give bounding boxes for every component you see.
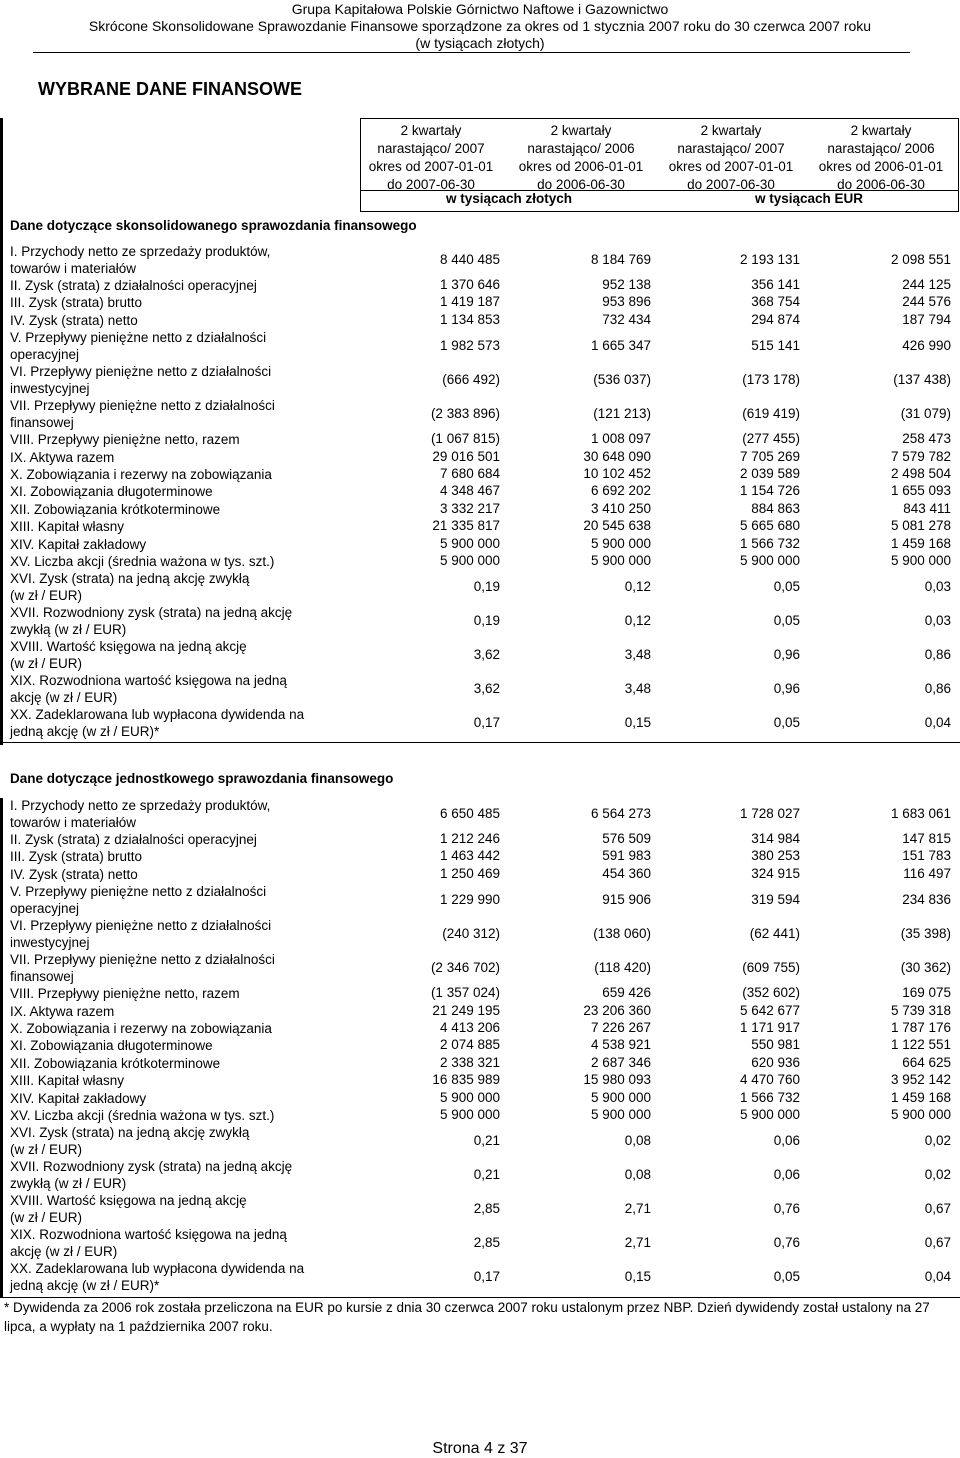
cell-value: 294 874 [751, 311, 800, 327]
table-row [0, 985, 960, 1002]
cell-value: 953 896 [602, 294, 651, 310]
row-label: V. Przepływy pieniężne netto z działalności operacyjnej [10, 330, 267, 363]
cell-value: 1 212 246 [439, 831, 500, 846]
cell-value: 5 900 000 [890, 553, 951, 568]
cell-value: 0,15 [624, 715, 651, 731]
cell-value: 5 900 000 [739, 1107, 800, 1122]
cell-value: 5 900 000 [439, 1089, 500, 1105]
cell-value: 5 900 000 [439, 553, 500, 568]
cell-value: 591 983 [602, 848, 651, 864]
cell-value: 368 754 [751, 294, 800, 310]
row-label: VIII. Przepływy pieniężne netto, razem [10, 986, 240, 1002]
row-label: I. Przychody netto ze sprzedaży produktów, towarów i materiałów [10, 798, 271, 830]
cell-value: 2 074 885 [439, 1037, 500, 1053]
cell-value: 1 566 732 [739, 1089, 800, 1105]
row-label: XII. Zobowiązania krótkoterminowe [10, 501, 221, 517]
cell-value: 732 434 [602, 311, 651, 327]
cell-value: 0,19 [473, 613, 500, 629]
cell-value: 30 648 090 [583, 448, 651, 464]
table-row [0, 1072, 960, 1089]
cell-value: (619 419) [742, 406, 800, 422]
cell-value: 258 473 [902, 431, 951, 447]
cell-value: 2 498 504 [890, 466, 951, 481]
cell-value: (118 420) [594, 960, 651, 976]
table-row [0, 1124, 960, 1158]
cell-value: 2 098 551 [890, 252, 951, 267]
cell-value: 0,02 [924, 1133, 951, 1149]
row-label: III. Zysk (strata) brutto [10, 849, 143, 865]
cell-value: 0,15 [624, 1269, 651, 1285]
report-units: (w tysiącach złotych) [415, 35, 545, 51]
cell-value: 4 413 206 [439, 1020, 500, 1035]
row-label: X. Zobowiązania i rezerwy na zobowiązania [10, 1021, 272, 1036]
cell-value: 0,05 [773, 579, 800, 595]
cell-value: 0,76 [773, 1235, 800, 1251]
table-row [0, 1020, 960, 1037]
cell-value: 620 936 [751, 1054, 800, 1070]
table-row [0, 363, 960, 397]
table-row [0, 866, 960, 883]
cell-value: 0,76 [773, 1201, 800, 1217]
cell-value: 5 900 000 [890, 1107, 951, 1122]
table-row [0, 431, 960, 448]
page-title: WYBRANE DANE FINANSOWE [38, 79, 302, 99]
row-label: VI. Przepływy pieniężne netto z działalności inwestycyjnej [10, 364, 272, 397]
row-label: X. Zobowiązania i rezerwy na zobowiązania [10, 467, 272, 482]
cell-value: 884 863 [751, 500, 800, 516]
cell-value: 147 815 [902, 831, 951, 846]
row-label: XX. Zadeklarowana lub wypłacona dywidenda na jedną akcję (w zł / EUR)* [10, 707, 305, 740]
table-row [0, 483, 960, 500]
cell-value: 0,06 [773, 1167, 800, 1183]
cell-value: 0,08 [624, 1133, 651, 1149]
cell-value: 0,96 [773, 681, 800, 697]
table-row [0, 449, 960, 466]
cell-value: 3 952 142 [890, 1072, 951, 1088]
cell-value: 0,17 [473, 1269, 500, 1285]
consolidated-section-title: Dane dotyczące skonsolidowanego sprawozdania finansowego [10, 218, 417, 233]
table-row [0, 1055, 960, 1072]
cell-value: 4 348 467 [439, 483, 500, 499]
cell-value: 7 705 269 [739, 448, 800, 464]
table-row [0, 553, 960, 570]
table-row [0, 1003, 960, 1020]
cell-value: (666 492) [442, 372, 500, 388]
row-label: XV. Liczba akcji (średnia ważona w tys. szt.) [10, 1108, 275, 1123]
table-border [958, 118, 959, 212]
cell-value: 319 594 [751, 892, 800, 908]
row-label: XX. Zadeklarowana lub wypłacona dywidenda na jedną akcję (w zł / EUR)* [10, 1261, 305, 1294]
cell-value: (536 037) [593, 372, 651, 388]
cell-value: (121 213) [593, 406, 651, 422]
table-row [0, 277, 960, 294]
cell-value: (2 346 702) [430, 960, 500, 976]
cell-value: 7 680 684 [439, 466, 500, 481]
cell-value: 1 370 646 [439, 277, 500, 292]
cell-value: 3 410 250 [590, 500, 651, 516]
company-name: Grupa Kapitałowa Polskie Górnictwo Naftowe i Gazownictwo [291, 1, 669, 17]
cell-value: 1 154 726 [739, 483, 800, 499]
cell-value: 187 794 [902, 311, 951, 327]
cell-value: 0,12 [624, 579, 651, 595]
header-divider [33, 52, 910, 53]
cell-value: (138 060) [593, 926, 651, 942]
cell-value: 0,12 [624, 613, 651, 629]
table-row [0, 1192, 960, 1226]
row-label: V. Przepływy pieniężne netto z działalności operacyjnej [10, 884, 267, 917]
cell-value: 169 075 [902, 985, 951, 1001]
cell-value: 2,71 [624, 1201, 651, 1217]
column-header-3: 2 kwartały narastająco/ 2007 okres od 2007-01-01 do 2007-06-30 [668, 123, 794, 192]
row-label: VII. Przepływy pieniężne netto z działalności finansowej [10, 952, 275, 985]
footnote: * Dywidenda za 2006 rok została przeliczona na EUR po kursie z dnia 30 czerwca 2007 roku ustalonym przez NBP. Dzień dywidendy został ustalony na 27 lipca, a wypłaty na 1 października 2007 roku. [4, 1300, 930, 1334]
cell-value: 5 900 000 [439, 1107, 500, 1122]
cell-value: 15 980 093 [583, 1072, 651, 1088]
cell-value: 3,62 [473, 647, 500, 663]
cell-value: 843 411 [903, 500, 951, 516]
table-row [0, 706, 960, 740]
table-row [0, 604, 960, 638]
cell-value: 4 538 921 [590, 1037, 651, 1053]
cell-value: 1 459 168 [890, 1089, 951, 1105]
cell-value: 0,86 [924, 647, 951, 663]
row-label: XIX. Rozwodniona wartość księgowa na jedną akcję (w zł / EUR) [10, 1227, 287, 1260]
column-header-1: 2 kwartały narastająco/ 2007 okres od 2007-01-01 do 2007-06-30 [368, 123, 494, 192]
cell-value: 3 332 217 [439, 500, 500, 516]
cell-value: 5 900 000 [590, 1107, 651, 1122]
cell-value: 2 193 131 [739, 252, 800, 267]
table-row [0, 397, 960, 431]
cell-value: 5 642 677 [739, 1002, 800, 1018]
row-label: XI. Zobowiązania długoterminowe [10, 1038, 213, 1054]
cell-value: 1 250 469 [439, 865, 500, 881]
cell-value: 915 906 [602, 892, 651, 908]
row-label: IX. Aktywa razem [10, 1003, 115, 1019]
row-label: XVI. Zysk (strata) na jedną akcję zwykłą (w zł / EUR) [10, 1125, 250, 1158]
row-label: IX. Aktywa razem [10, 449, 115, 465]
cell-value: 2 338 321 [439, 1054, 500, 1070]
table-row [0, 312, 960, 329]
cell-value: 356 141 [751, 277, 800, 292]
cell-value: (35 398) [900, 926, 951, 942]
cell-value: 5 665 680 [739, 518, 800, 534]
table-row [0, 1260, 960, 1294]
cell-value: 8 440 485 [439, 252, 500, 267]
row-label: XIII. Kapitał własny [10, 519, 125, 535]
table-row [0, 797, 960, 831]
table-row [0, 1090, 960, 1107]
cell-value: 29 016 501 [432, 448, 500, 464]
cell-value: 1 982 573 [439, 338, 500, 354]
cell-value: 3,62 [473, 681, 500, 697]
row-label: IV. Zysk (strata) netto [10, 312, 138, 328]
row-label: XVI. Zysk (strata) na jedną akcję zwykłą (w zł / EUR) [10, 571, 250, 604]
row-label: VIII. Przepływy pieniężne netto, razem [10, 432, 240, 448]
cell-value: 5 739 318 [890, 1002, 951, 1018]
cell-value: 6 564 273 [590, 806, 651, 821]
table-row [0, 1107, 960, 1124]
cell-value: 0,67 [924, 1201, 951, 1217]
cell-value: 21 249 195 [432, 1002, 500, 1018]
row-label: XIII. Kapitał własny [10, 1073, 125, 1089]
table-border [360, 118, 958, 119]
cell-value: 7 226 267 [590, 1020, 651, 1035]
cell-value: 1 171 917 [739, 1020, 800, 1035]
cell-value: 0,96 [773, 647, 800, 663]
cell-value: 0,19 [473, 579, 500, 595]
column-header-2: 2 kwartały narastająco/ 2006 okres od 2006-01-01 do 2006-06-30 [518, 123, 644, 192]
cell-value: 1 229 990 [439, 892, 500, 908]
table-row [0, 501, 960, 518]
cell-value: (240 312) [442, 926, 500, 942]
cell-value: 550 981 [751, 1037, 800, 1053]
cell-value: (1 067 815) [430, 431, 500, 447]
cell-value: (137 438) [893, 372, 951, 388]
row-label: VI. Przepływy pieniężne netto z działalności inwestycyjnej [10, 918, 272, 951]
cell-value: 23 206 360 [583, 1002, 651, 1018]
unit-eur-label: w tysiącach EUR [754, 191, 864, 206]
cell-value: 426 990 [902, 338, 951, 354]
cell-value: 664 625 [902, 1054, 951, 1070]
cell-value: 0,08 [624, 1167, 651, 1183]
cell-value: 0,21 [473, 1167, 500, 1183]
row-label: II. Zysk (strata) z działalności operacyjnej [10, 278, 257, 293]
table-row [0, 883, 960, 917]
page-number: Strona 4 z 37 [432, 1440, 528, 1457]
cell-value: 0,02 [924, 1167, 951, 1183]
row-label: XII. Zobowiązania krótkoterminowe [10, 1055, 221, 1071]
row-label: IV. Zysk (strata) netto [10, 866, 138, 882]
table-row [0, 1226, 960, 1260]
cell-value: 5 081 278 [890, 518, 951, 534]
cell-value: 380 253 [751, 848, 800, 864]
table-row [0, 1158, 960, 1192]
table-row [0, 672, 960, 706]
cell-value: 2 687 346 [590, 1054, 651, 1070]
cell-value: 1 728 027 [739, 806, 800, 821]
cell-value: 4 470 760 [739, 1072, 800, 1088]
cell-value: 1 459 168 [890, 535, 951, 551]
cell-value: 314 984 [751, 831, 800, 846]
row-label: XVII. Rozwodniony zysk (strata) na jedną akcję zwykłą (w zł / EUR) [10, 1159, 293, 1192]
cell-value: 7 579 782 [890, 448, 951, 464]
cell-value: 0,04 [924, 715, 951, 731]
row-label: XIX. Rozwodniona wartość księgowa na jedną akcję (w zł / EUR) [10, 673, 287, 706]
cell-value: (352 602) [742, 985, 800, 1001]
row-label: III. Zysk (strata) brutto [10, 295, 143, 311]
unit-pln-label: w tysiącach złotych [445, 191, 573, 206]
row-label: XV. Liczba akcji (średnia ważona w tys. szt.) [10, 554, 275, 569]
cell-value: 3,48 [624, 647, 651, 663]
cell-value: 6 650 485 [439, 806, 500, 821]
cell-value: 21 335 817 [432, 518, 500, 534]
cell-value: 0,86 [924, 681, 951, 697]
cell-value: 234 836 [902, 892, 951, 908]
table-row [0, 1037, 960, 1054]
cell-value: 151 783 [902, 848, 951, 864]
table-row [0, 466, 960, 483]
cell-value: 1 008 097 [590, 431, 651, 447]
column-header-4: 2 kwartały narastająco/ 2006 okres od 2006-01-01 do 2006-06-30 [818, 123, 944, 192]
cell-value: 244 576 [902, 294, 951, 310]
cell-value: (62 441) [749, 926, 800, 942]
table-row [0, 951, 960, 985]
cell-value: 0,03 [924, 613, 951, 629]
cell-value: 0,67 [924, 1235, 951, 1251]
cell-value: 1 463 442 [439, 848, 500, 864]
cell-value: 0,05 [773, 613, 800, 629]
cell-value: 5 900 000 [739, 553, 800, 568]
cell-value: 0,06 [773, 1133, 800, 1149]
cell-value: (30 362) [900, 960, 951, 976]
cell-value: 116 497 [903, 865, 951, 881]
cell-value: 515 141 [751, 338, 800, 354]
cell-value: (1 357 024) [430, 985, 500, 1001]
cell-value: 2,85 [473, 1201, 500, 1217]
table-row [0, 638, 960, 672]
cell-value: 3,48 [624, 681, 651, 697]
cell-value: 1 665 347 [590, 338, 651, 354]
table-border [360, 211, 958, 212]
report-title: Skrócone Skonsolidowane Sprawozdanie Finansowe sporządzone za okres od 1 stycznia 2007 roku do 30 czerwca 2007 roku [88, 18, 872, 34]
cell-value: 1 134 853 [439, 311, 500, 327]
cell-value: 0,03 [924, 579, 951, 595]
row-label: XI. Zobowiązania długoterminowe [10, 484, 213, 500]
table-row [0, 294, 960, 311]
table-row [0, 518, 960, 535]
cell-value: 1 655 093 [890, 483, 951, 499]
cell-value: (277 455) [742, 431, 800, 447]
row-label: XIV. Kapitał zakładowy [10, 1090, 147, 1106]
cell-value: 0,05 [773, 715, 800, 731]
cell-value: (2 383 896) [430, 406, 500, 422]
row-label: II. Zysk (strata) z działalności operacyjnej [10, 832, 257, 847]
cell-value: 244 125 [902, 277, 951, 292]
cell-value: 20 545 638 [583, 518, 651, 534]
standalone-section-title: Dane dotyczące jednostkowego sprawozdania finansowego [10, 771, 394, 786]
row-label: XVII. Rozwodniony zysk (strata) na jedną akcję zwykłą (w zł / EUR) [10, 605, 293, 638]
cell-value: 0,04 [924, 1269, 951, 1285]
table-row [0, 848, 960, 865]
cell-value: 5 900 000 [590, 553, 651, 568]
table-row [0, 536, 960, 553]
cell-value: 1 566 732 [739, 535, 800, 551]
cell-value: 10 102 452 [583, 466, 651, 481]
table-row [0, 243, 960, 277]
cell-value: 1 683 061 [890, 806, 951, 821]
row-label: XIV. Kapitał zakładowy [10, 536, 147, 552]
cell-value: 1 122 551 [890, 1037, 951, 1053]
cell-value: 2 039 589 [739, 466, 800, 481]
cell-value: 576 509 [602, 831, 651, 846]
cell-value: 659 426 [602, 985, 651, 1001]
cell-value: (173 178) [742, 372, 800, 388]
cell-value: 5 900 000 [590, 1089, 651, 1105]
cell-value: 324 915 [751, 865, 800, 881]
table-border [0, 742, 960, 743]
cell-value: 0,05 [773, 1269, 800, 1285]
cell-value: 0,21 [473, 1133, 500, 1149]
row-label: I. Przychody netto ze sprzedaży produktów, towarów i materiałów [10, 244, 271, 276]
cell-value: 2,71 [624, 1235, 651, 1251]
row-label: XVIII. Wartość księgowa na jedną akcję (w zł / EUR) [10, 1193, 247, 1226]
table-row [0, 831, 960, 848]
cell-value: 952 138 [602, 277, 651, 292]
cell-value: 5 900 000 [439, 535, 500, 551]
row-label: XVIII. Wartość księgowa na jedną akcję (w zł / EUR) [10, 639, 247, 672]
cell-value: (609 755) [742, 960, 800, 976]
cell-value: (31 079) [900, 406, 951, 422]
table-row [0, 329, 960, 363]
row-label: VII. Przepływy pieniężne netto z działalności finansowej [10, 398, 275, 431]
cell-value: 1 419 187 [439, 294, 500, 310]
cell-value: 0,17 [473, 715, 500, 731]
cell-value: 6 692 202 [590, 483, 651, 499]
cell-value: 8 184 769 [590, 252, 651, 267]
cell-value: 454 360 [602, 865, 651, 881]
cell-value: 16 835 989 [432, 1072, 500, 1088]
cell-value: 1 787 176 [890, 1020, 951, 1035]
table-row [0, 570, 960, 604]
cell-value: 5 900 000 [590, 535, 651, 551]
table-row [0, 917, 960, 951]
cell-value: 2,85 [473, 1235, 500, 1251]
